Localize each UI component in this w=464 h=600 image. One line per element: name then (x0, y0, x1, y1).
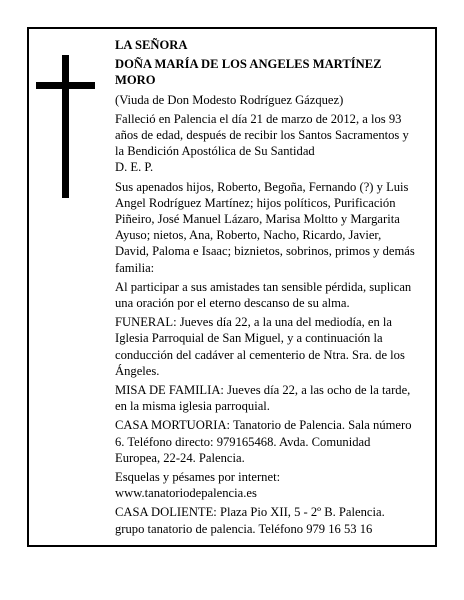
rip: D. E. P. (115, 160, 154, 175)
footer-contact: grupo tanatorio de palencia. Teléfono 979 16 53 16 (115, 521, 373, 536)
cross-icon (62, 55, 69, 198)
family-list: Sus apenados hijos, Roberto, Begoña, Fernando (?) y Luis Angel Rodríguez Martínez; hijos políticos, Purificación Piñeiro, José Manuel Lázaro, Marisa Moltto y Margarita Ayuso; nietos, Ana, Roberto, Nacho, Ricardo, Javier, David, Paloma e Isaac; biznietos, sobrinos, primos y demás familia: (115, 179, 415, 275)
internet-label: Esquelas y pésames por internet: (115, 470, 281, 485)
cross-icon-bar (36, 82, 95, 89)
widow-of: (Viuda de Don Modesto Rodríguez Gázquez) (115, 92, 344, 107)
prayer-request: Al participar a sus amistades tan sensible pérdida, suplican una oración por el eterno descanso de su alma. (115, 279, 412, 311)
notice-title: LA SEÑORA (115, 38, 188, 52)
obituary-text (115, 37, 417, 540)
website-link[interactable]: www.tanatoriodepalencia.es (115, 486, 257, 501)
family-mass-details: MISA DE FAMILIA: Jueves día 22, a las ocho de la tarde, en la misma iglesia parroquial. (115, 383, 411, 414)
death-details: Falleció en Palencia el día 21 de marzo de 2012, a los 93 años de edad, después de recibir los Santos Sacramentos y la Bendición Apostólica de Su Santidad (115, 111, 409, 159)
mortuary-details: CASA MORTUORIA: Tanatorio de Palencia. Sala número 6. Teléfono directo: 979165468. Avda. Comunidad Europea, 22-24. Palencia. (115, 418, 412, 465)
mourning-house: CASA DOLIENTE: Plaza Pio XII, 5 - 2º B. Palencia. (115, 505, 385, 520)
deceased-name: DOÑA MARÍA DE LOS ANGELES MARTÍNEZ MORO (115, 57, 382, 88)
funeral-details: FUNERAL: Jueves día 22, a la una del mediodía, en la Iglesia Parroquial de San Miguel, y a continuación la conducción del cadáver al cementerio de Ntra. Sra. de los Ángeles. (115, 315, 405, 378)
